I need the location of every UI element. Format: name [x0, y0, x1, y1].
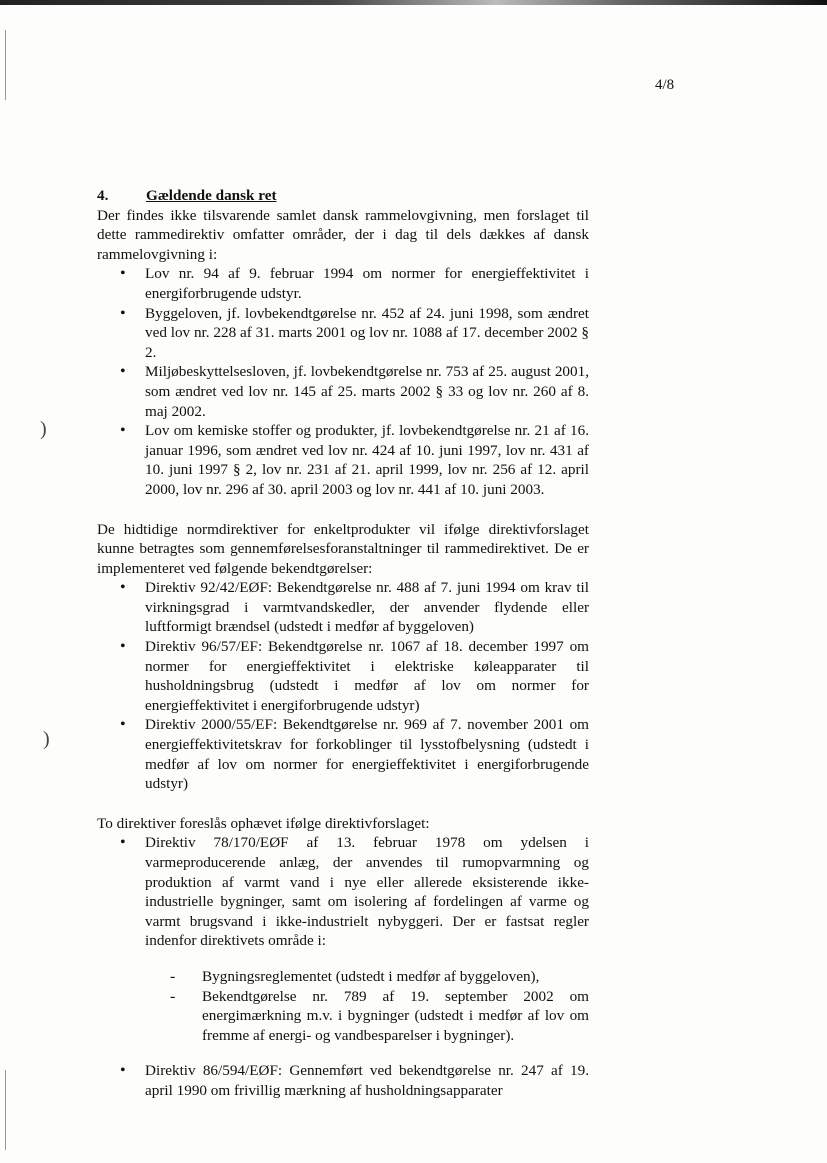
list-item: [145, 833, 589, 1045]
list-item: • Direktiv 92/42/EØF: Bekendtgørelse nr. 488 af 7. juni 1994 om krav til virkningsgrad i varmtvandskedler, der anvender flydende eller luftformigt brændsel (udstedt i medfør af byggeloven): [145, 578, 589, 637]
list-item: • Direktiv 2000/55/EF: Bekendtgørelse nr. 969 af 7. november 2001 om energieffektivitetskrav for forkoblinger til lysstofbelysning (udstedt i medfør af lov om normer for energieffektivitet i energiforbrugende udstyr): [145, 715, 589, 793]
list-item: • Byggeloven, jf. lovbekendtgørelse nr. 452 af 24. juni 1998, som ændret ved lov nr. 228 af 31. marts 2001 og lov nr. 1088 af 17. december 2002 § 2.: [145, 304, 589, 363]
scan-top-edge: [0, 0, 827, 5]
list-item: • Lov om kemiske stoffer og produkter, jf. lovbekendtgørelse nr. 21 af 16. januar 1996, som ændret ved lov nr. 424 af 10. juni 1997, lov nr. 431 af 10. juni 1997 § 2, lov nr. 231 af 21. april 1999, lov nr. 256 af 12. april 2000, lov nr. 296 af 30. april 2003 og lov nr. 441 af 10. juni 2003.: [145, 421, 589, 499]
law-list: [97, 264, 589, 499]
document-body: [97, 186, 589, 1101]
section-title: Gældende dansk ret: [146, 187, 277, 204]
punch-hole-mark: ): [43, 728, 50, 750]
repeal-paragraph: To direktiver foreslås ophævet ifølge direktivforslaget:: [97, 814, 430, 832]
list-item: • Miljøbeskyttelsesloven, jf. lovbekendtgørelse nr. 753 af 25. august 2001, som ændret ved lov nr. 145 af 25. marts 2002 § 33 og lov nr. 260 af 8. maj 2002.: [145, 362, 589, 421]
section-heading: [97, 186, 589, 206]
directives-paragraph: De hidtidige normdirektiver for enkeltprodukter vil ifølge direktivforslaget kunne betragtes som gennemførelsesforanstaltninger til rammedirektivet. De er implementeret ved følgende bekendtgørelser:: [97, 520, 589, 577]
scan-margin-line: [5, 30, 6, 100]
repealed-directive-text: Direktiv 78/170/EØF af 13. februar 1978 om ydelsen i varmeproducerende anlæg, der anvendes til rumopvarmning og produktion af varmt vand i nye eller allerede eksisterende ikke-industrielle bygninger, samt om isolering af fordelingen af varme og varmt brugsvand i ikke-industrielt nybyggeri. Der er fastsat regler indenfor direktivets område i:: [145, 834, 589, 950]
directive-list: [97, 578, 589, 794]
page-number: 4/8: [655, 77, 675, 93]
sub-list: [145, 967, 589, 1045]
list-item: • Direktiv 96/57/EF: Bekendtgørelse nr. 1067 af 18. december 1997 om normer for energieffektivitet i elektriske køleapparater til husholdningsbrug (udstedt i medfør af lov om normer for energieffektivitet i energiforbrugende udstyr): [145, 637, 589, 715]
list-item: • Direktiv 86/594/EØF: Gennemført ved bekendtgørelse nr. 247 af 19. april 1990 om frivillig mærkning af husholdningsapparater: [145, 1061, 589, 1100]
sub-list-item: - Bygningsreglementet (udstedt i medfør af byggeloven),: [202, 967, 589, 987]
list-item: • Lov nr. 94 af 9. februar 1994 om normer for energieffektivitet i energiforbrugende udstyr.: [145, 264, 589, 303]
section-number: 4.: [97, 187, 109, 204]
intro-paragraph: Der findes ikke tilsvarende samlet dansk rammelovgivning, men forslaget til dette rammedirektiv omfatter områder, der i dag til dels dækkes af dansk rammelovgivning i:: [97, 206, 589, 263]
punch-hole-mark: ): [40, 418, 47, 440]
sub-list-item: - Bekendtgørelse nr. 789 af 19. september 2002 om energimærkning m.v. i bygninger (udstedt i medfør af lov om fremme af energi- og vandbesparelser i bygninger).: [202, 987, 589, 1046]
repealed-list: [97, 833, 589, 1100]
scan-margin-line: [5, 1070, 6, 1150]
